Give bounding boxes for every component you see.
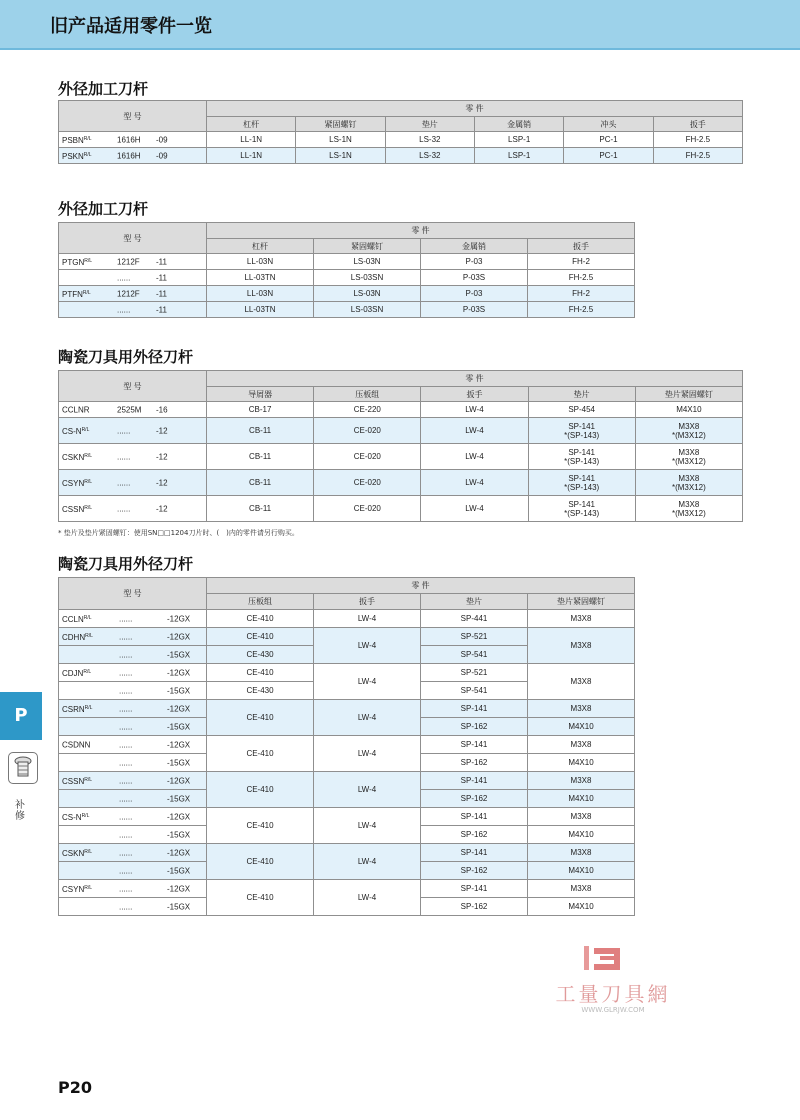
table-row bbox=[59, 610, 635, 628]
hand-suffix: R/L bbox=[84, 478, 93, 485]
parts-header: 零 件 bbox=[207, 223, 635, 239]
model-suffix: -15GX bbox=[167, 902, 191, 911]
part-cell: SP-454 bbox=[528, 402, 635, 418]
column-header: 垫片 bbox=[421, 594, 528, 610]
model-size: ...... bbox=[119, 650, 133, 659]
model-size: ...... bbox=[117, 504, 131, 513]
screw-cell: M4X10 bbox=[528, 754, 635, 772]
column-header: 冲头 bbox=[564, 117, 653, 132]
hand-suffix: R/L bbox=[83, 614, 92, 621]
model-name: $CSRN^{R/L}$ bbox=[62, 704, 93, 714]
table-row bbox=[59, 700, 635, 718]
part-cell: M3X8 *(M3X12) bbox=[635, 496, 742, 522]
part-cell: LL-1N bbox=[207, 132, 296, 148]
part-cell: CB-17 bbox=[207, 402, 314, 418]
part-cell: FH-2.5 bbox=[653, 132, 742, 148]
model-name: $PSBN^{R/L}$ bbox=[62, 135, 92, 145]
part-cell: SP-141 *(SP-143) bbox=[528, 444, 635, 470]
hand-suffix: R/L bbox=[84, 257, 93, 264]
part-cell: LL-03TN bbox=[207, 302, 314, 318]
model-cell bbox=[59, 418, 207, 444]
shim-cell: SP-541 bbox=[421, 646, 528, 664]
table-row bbox=[59, 302, 635, 318]
model-cell bbox=[59, 898, 207, 916]
model-header: 型 号 bbox=[59, 371, 207, 402]
page-number: P20 bbox=[58, 1078, 92, 1097]
table-row bbox=[59, 254, 635, 270]
part-cell: CB-11 bbox=[207, 418, 314, 444]
part-cell: LW-4 bbox=[421, 444, 528, 470]
shim-cell: SP-141 bbox=[421, 844, 528, 862]
part-cell: LW-4 bbox=[421, 470, 528, 496]
column-header: 扳手 bbox=[421, 387, 528, 402]
hand-suffix: R/L bbox=[82, 289, 91, 296]
model-suffix: -12GX bbox=[167, 632, 191, 641]
table-row bbox=[59, 470, 743, 496]
hand-suffix: R/L bbox=[83, 668, 92, 675]
part-cell: LW-4 bbox=[421, 418, 528, 444]
section2-table bbox=[58, 222, 635, 318]
part-cell: M4X10 bbox=[635, 402, 742, 418]
model-name: $CSSN^{R/L}$ bbox=[62, 776, 93, 786]
part-cell: LL-03N bbox=[207, 286, 314, 302]
model-cell bbox=[59, 402, 207, 418]
model-suffix: -16 bbox=[156, 405, 168, 414]
hand-suffix: R/L bbox=[81, 812, 90, 819]
model-header: 型 号 bbox=[59, 101, 207, 132]
model-suffix: -11 bbox=[156, 273, 167, 282]
column-header: 扳手 bbox=[653, 117, 742, 132]
screw-cell: M3X8 bbox=[528, 772, 635, 790]
model-size: ...... bbox=[119, 722, 133, 731]
model-cell bbox=[59, 628, 207, 646]
model-name: $CSYN^{R/L}$ bbox=[62, 478, 93, 488]
wrench-cell: LW-4 bbox=[314, 736, 421, 772]
model-size: ...... bbox=[117, 478, 131, 487]
part-cell: SP-141 *(SP-143) bbox=[528, 496, 635, 522]
screw-cell: M3X8 bbox=[528, 628, 635, 664]
hand-suffix: R/L bbox=[81, 426, 90, 433]
parts-header: 零 件 bbox=[207, 578, 635, 594]
hand-suffix: R/L bbox=[84, 704, 93, 711]
model-size: 1212F bbox=[117, 257, 140, 266]
model-size: ...... bbox=[119, 632, 133, 641]
model-size: 1212F bbox=[117, 289, 140, 298]
screw-cell: M3X8 bbox=[528, 880, 635, 898]
model-name: $PSKN^{R/L}$ bbox=[62, 151, 92, 161]
model-suffix: -12GX bbox=[167, 740, 191, 749]
screw-cell: M3X8 bbox=[528, 808, 635, 826]
model-cell bbox=[59, 444, 207, 470]
screw-cell: M3X8 bbox=[528, 700, 635, 718]
model-name: $CS-N^{R/L}$ bbox=[62, 812, 90, 822]
part-cell: M3X8 *(M3X12) bbox=[635, 470, 742, 496]
model-name: $CS-N^{R/L}$ bbox=[62, 426, 90, 436]
shim-cell: SP-541 bbox=[421, 682, 528, 700]
part-cell: CB-11 bbox=[207, 470, 314, 496]
model-cell bbox=[59, 286, 207, 302]
table-row bbox=[59, 880, 635, 898]
model-name: $PTGN^{R/L}$ bbox=[62, 257, 93, 267]
column-header: 压板组 bbox=[314, 387, 421, 402]
screw-cell: M4X10 bbox=[528, 718, 635, 736]
wrench-cell: LW-4 bbox=[314, 628, 421, 664]
hand-suffix: R/L bbox=[84, 776, 93, 783]
model-suffix: -11 bbox=[156, 257, 167, 266]
model-cell bbox=[59, 826, 207, 844]
model-cell bbox=[59, 132, 207, 148]
model-suffix: -12GX bbox=[167, 614, 191, 623]
clamp-cell: CE-410 bbox=[207, 610, 314, 628]
model-suffix: -15GX bbox=[167, 686, 191, 695]
screw-cell: M4X10 bbox=[528, 898, 635, 916]
column-header: 扳手 bbox=[528, 239, 635, 254]
hand-suffix: R/L bbox=[84, 452, 93, 459]
shim-cell: SP-521 bbox=[421, 628, 528, 646]
part-cell: SP-141 *(SP-143) bbox=[528, 470, 635, 496]
wrench-cell: LW-4 bbox=[314, 772, 421, 808]
clamp-cell: CE-410 bbox=[207, 628, 314, 646]
model-size: ...... bbox=[119, 794, 133, 803]
model-cell bbox=[59, 270, 207, 286]
model-header: 型 号 bbox=[59, 223, 207, 254]
part-cell: P-03 bbox=[421, 286, 528, 302]
model-name: $CCLN^{R/L}$ bbox=[62, 614, 92, 624]
column-header: 垫片紧固螺钉 bbox=[635, 387, 742, 402]
page-banner bbox=[0, 0, 800, 50]
clamp-cell: CE-410 bbox=[207, 700, 314, 736]
column-header: 导屑器 bbox=[207, 387, 314, 402]
column-header: 杠杆 bbox=[207, 239, 314, 254]
model-name: $CSYN^{R/L}$ bbox=[62, 884, 93, 894]
table-row bbox=[59, 418, 743, 444]
model-size: ...... bbox=[119, 830, 133, 839]
part-cell: PC-1 bbox=[564, 132, 653, 148]
shim-cell: SP-162 bbox=[421, 718, 528, 736]
part-cell: CE-020 bbox=[314, 418, 421, 444]
wrench-cell: LW-4 bbox=[314, 844, 421, 880]
part-cell: LW-4 bbox=[421, 496, 528, 522]
model-size: ...... bbox=[119, 758, 133, 767]
part-cell: LL-03N bbox=[207, 254, 314, 270]
model-size: ...... bbox=[119, 848, 133, 857]
model-cell bbox=[59, 470, 207, 496]
screw-cell: M3X8 bbox=[528, 736, 635, 754]
model-size: ...... bbox=[119, 776, 133, 785]
model-size: ...... bbox=[117, 452, 131, 461]
model-suffix: -12GX bbox=[167, 848, 191, 857]
model-cell bbox=[59, 148, 207, 164]
screw-cell: M4X10 bbox=[528, 826, 635, 844]
column-header: 垫片紧固螺钉 bbox=[528, 594, 635, 610]
model-cell bbox=[59, 254, 207, 270]
model-cell bbox=[59, 880, 207, 898]
model-suffix: -09 bbox=[156, 135, 168, 144]
model-size: ...... bbox=[119, 740, 133, 749]
model-name: $CSSN^{R/L}$ bbox=[62, 504, 93, 514]
part-cell: CE-020 bbox=[314, 496, 421, 522]
table-row bbox=[59, 402, 743, 418]
hand-suffix: R/L bbox=[84, 848, 93, 855]
model-size: ...... bbox=[119, 902, 133, 911]
table-row bbox=[59, 496, 743, 522]
clamp-cell: CE-430 bbox=[207, 682, 314, 700]
section3-table bbox=[58, 370, 743, 522]
model-cell bbox=[59, 844, 207, 862]
column-header: 金属销 bbox=[474, 117, 563, 132]
model-suffix: -12 bbox=[156, 504, 168, 513]
table-row bbox=[59, 664, 635, 682]
wrench-cell: LW-4 bbox=[314, 610, 421, 628]
model-suffix: -12 bbox=[156, 452, 168, 461]
part-cell: LSP-1 bbox=[474, 148, 563, 164]
part-cell: P-03S bbox=[421, 270, 528, 286]
part-cell: LL-1N bbox=[207, 148, 296, 164]
part-cell: LL-03TN bbox=[207, 270, 314, 286]
shim-cell: SP-162 bbox=[421, 754, 528, 772]
page-title: 旧产品适用零件一览 bbox=[50, 16, 212, 37]
wrench-cell: LW-4 bbox=[314, 808, 421, 844]
clamp-cell: CE-410 bbox=[207, 736, 314, 772]
watermark-logo bbox=[580, 944, 626, 974]
wrench-cell: LW-4 bbox=[314, 664, 421, 700]
column-header: 紧固螺钉 bbox=[314, 239, 421, 254]
section1-table bbox=[58, 100, 743, 164]
shim-cell: SP-162 bbox=[421, 898, 528, 916]
model-cell bbox=[59, 682, 207, 700]
part-cell: CB-11 bbox=[207, 496, 314, 522]
column-header: 垫片 bbox=[528, 387, 635, 402]
model-suffix: -12 bbox=[156, 478, 168, 487]
model-size: ...... bbox=[119, 884, 133, 893]
model-size: ...... bbox=[119, 866, 133, 875]
part-cell: LS-32 bbox=[385, 148, 474, 164]
shim-cell: SP-162 bbox=[421, 826, 528, 844]
model-size: ...... bbox=[119, 686, 133, 695]
part-cell: LW-4 bbox=[421, 402, 528, 418]
part-cell: FH-2 bbox=[528, 286, 635, 302]
watermark-name: 工量刀具網 bbox=[555, 982, 671, 1006]
hand-suffix: R/L bbox=[83, 151, 92, 158]
screw-icon bbox=[8, 752, 38, 784]
clamp-cell: CE-410 bbox=[207, 808, 314, 844]
model-size: ...... bbox=[119, 704, 133, 713]
screw-cell: M3X8 bbox=[528, 664, 635, 700]
model-suffix: -12 bbox=[156, 426, 168, 435]
model-size: 1616H bbox=[117, 151, 141, 160]
section4-table bbox=[58, 577, 635, 916]
hand-suffix: R/L bbox=[85, 632, 93, 639]
column-header: 压板组 bbox=[207, 594, 314, 610]
model-suffix: -12GX bbox=[167, 776, 191, 785]
model-suffix: -11 bbox=[156, 305, 167, 314]
model-name: $CSKN^{R/L}$ bbox=[62, 452, 93, 462]
model-cell bbox=[59, 736, 207, 754]
model-suffix: -15GX bbox=[167, 830, 191, 839]
column-header: 金属销 bbox=[421, 239, 528, 254]
model-cell bbox=[59, 772, 207, 790]
part-cell: LS-03SN bbox=[314, 302, 421, 318]
model-size: ...... bbox=[119, 812, 133, 821]
shim-cell: SP-141 bbox=[421, 736, 528, 754]
section4-title: 陶瓷刀具用外径刀杆 bbox=[58, 555, 194, 573]
part-cell: LS-03N bbox=[314, 286, 421, 302]
side-label: 补修 bbox=[15, 800, 25, 822]
part-cell: CE-220 bbox=[314, 402, 421, 418]
part-cell: PC-1 bbox=[564, 148, 653, 164]
clamp-cell: CE-410 bbox=[207, 664, 314, 682]
wrench-cell: LW-4 bbox=[314, 880, 421, 916]
column-header: 紧固螺钉 bbox=[296, 117, 385, 132]
parts-header: 零 件 bbox=[207, 371, 743, 387]
model-cell bbox=[59, 496, 207, 522]
shim-cell: SP-141 bbox=[421, 772, 528, 790]
part-cell: FH-2.5 bbox=[528, 302, 635, 318]
model-name: CCLNR bbox=[62, 405, 90, 414]
model-size: ...... bbox=[119, 668, 133, 677]
hand-suffix: R/L bbox=[83, 135, 92, 142]
model-cell bbox=[59, 718, 207, 736]
table-row bbox=[59, 844, 635, 862]
model-suffix: -12GX bbox=[167, 812, 191, 821]
part-cell: M3X8 *(M3X12) bbox=[635, 444, 742, 470]
screw-cell: M3X8 bbox=[528, 610, 635, 628]
part-cell: CE-020 bbox=[314, 444, 421, 470]
clamp-cell: CE-410 bbox=[207, 880, 314, 916]
wrench-cell: LW-4 bbox=[314, 700, 421, 736]
section2-title: 外径加工刀杆 bbox=[58, 200, 149, 218]
table-row bbox=[59, 628, 635, 646]
model-size: ...... bbox=[117, 305, 131, 314]
table-row bbox=[59, 808, 635, 826]
model-cell bbox=[59, 664, 207, 682]
model-cell bbox=[59, 862, 207, 880]
footnote: * 垫片及垫片紧固螺钉：使用SN□□1204刀片时、( )内的零件请另行购买。 bbox=[58, 529, 299, 537]
shim-cell: SP-141 bbox=[421, 808, 528, 826]
model-size: ...... bbox=[117, 426, 131, 435]
part-cell: CB-11 bbox=[207, 444, 314, 470]
part-cell: M3X8 *(M3X12) bbox=[635, 418, 742, 444]
model-name: $PTFN^{R/L}$ bbox=[62, 289, 91, 299]
column-header: 垫片 bbox=[385, 117, 474, 132]
model-cell bbox=[59, 610, 207, 628]
part-cell: P-03 bbox=[421, 254, 528, 270]
screw-cell: M4X10 bbox=[528, 862, 635, 880]
model-cell bbox=[59, 808, 207, 826]
model-suffix: -12GX bbox=[167, 668, 191, 677]
model-name: CSDNN bbox=[62, 740, 91, 749]
model-cell bbox=[59, 790, 207, 808]
model-suffix: -15GX bbox=[167, 722, 191, 731]
section-tab-p[interactable]: P bbox=[0, 692, 42, 740]
part-cell: LS-03N bbox=[314, 254, 421, 270]
table-row bbox=[59, 148, 743, 164]
part-cell: LS-32 bbox=[385, 132, 474, 148]
shim-cell: SP-441 bbox=[421, 610, 528, 628]
column-header: 杠杆 bbox=[207, 117, 296, 132]
part-cell: LS-1N bbox=[296, 148, 385, 164]
shim-cell: SP-162 bbox=[421, 862, 528, 880]
table-row bbox=[59, 736, 635, 754]
hand-suffix: R/L bbox=[84, 504, 93, 511]
model-cell bbox=[59, 646, 207, 664]
table-row bbox=[59, 772, 635, 790]
model-suffix: -12GX bbox=[167, 884, 191, 893]
parts-header: 零 件 bbox=[207, 101, 743, 117]
column-header: 扳手 bbox=[314, 594, 421, 610]
shim-cell: SP-141 bbox=[421, 700, 528, 718]
part-cell: SP-141 *(SP-143) bbox=[528, 418, 635, 444]
model-suffix: -09 bbox=[156, 151, 168, 160]
model-cell bbox=[59, 302, 207, 318]
part-cell: LS-03SN bbox=[314, 270, 421, 286]
model-cell bbox=[59, 754, 207, 772]
shim-cell: SP-141 bbox=[421, 880, 528, 898]
section1-title: 外径加工刀杆 bbox=[58, 80, 149, 98]
model-suffix: -15GX bbox=[167, 758, 191, 767]
part-cell: LS-1N bbox=[296, 132, 385, 148]
table-row bbox=[59, 132, 743, 148]
clamp-cell: CE-430 bbox=[207, 646, 314, 664]
part-cell: FH-2 bbox=[528, 254, 635, 270]
shim-cell: SP-521 bbox=[421, 664, 528, 682]
model-size: 1616H bbox=[117, 135, 141, 144]
model-header: 型 号 bbox=[59, 578, 207, 610]
screw-cell: M3X8 bbox=[528, 844, 635, 862]
model-name: $CDHN^{R/L}$ bbox=[62, 632, 93, 642]
model-size: ...... bbox=[117, 273, 131, 282]
model-name: $CSKN^{R/L}$ bbox=[62, 848, 93, 858]
hand-suffix: R/L bbox=[84, 884, 93, 891]
clamp-cell: CE-410 bbox=[207, 772, 314, 808]
clamp-cell: CE-410 bbox=[207, 844, 314, 880]
model-suffix: -15GX bbox=[167, 866, 191, 875]
model-suffix: -15GX bbox=[167, 650, 191, 659]
model-suffix: -12GX bbox=[167, 704, 191, 713]
table-row bbox=[59, 286, 635, 302]
table-row bbox=[59, 444, 743, 470]
part-cell: LSP-1 bbox=[474, 132, 563, 148]
shim-cell: SP-162 bbox=[421, 790, 528, 808]
watermark-url: WWW.GLRJW.COM bbox=[581, 1006, 645, 1014]
part-cell: CE-020 bbox=[314, 470, 421, 496]
model-cell bbox=[59, 700, 207, 718]
table-row bbox=[59, 270, 635, 286]
part-cell: FH-2.5 bbox=[528, 270, 635, 286]
model-size: ...... bbox=[119, 614, 133, 623]
model-name: $CDJN^{R/L}$ bbox=[62, 668, 92, 678]
model-suffix: -11 bbox=[156, 289, 167, 298]
section3-title: 陶瓷刀具用外径刀杆 bbox=[58, 348, 194, 366]
model-suffix: -15GX bbox=[167, 794, 191, 803]
part-cell: FH-2.5 bbox=[653, 148, 742, 164]
part-cell: P-03S bbox=[421, 302, 528, 318]
model-size: 2525M bbox=[117, 405, 142, 414]
screw-cell: M4X10 bbox=[528, 790, 635, 808]
